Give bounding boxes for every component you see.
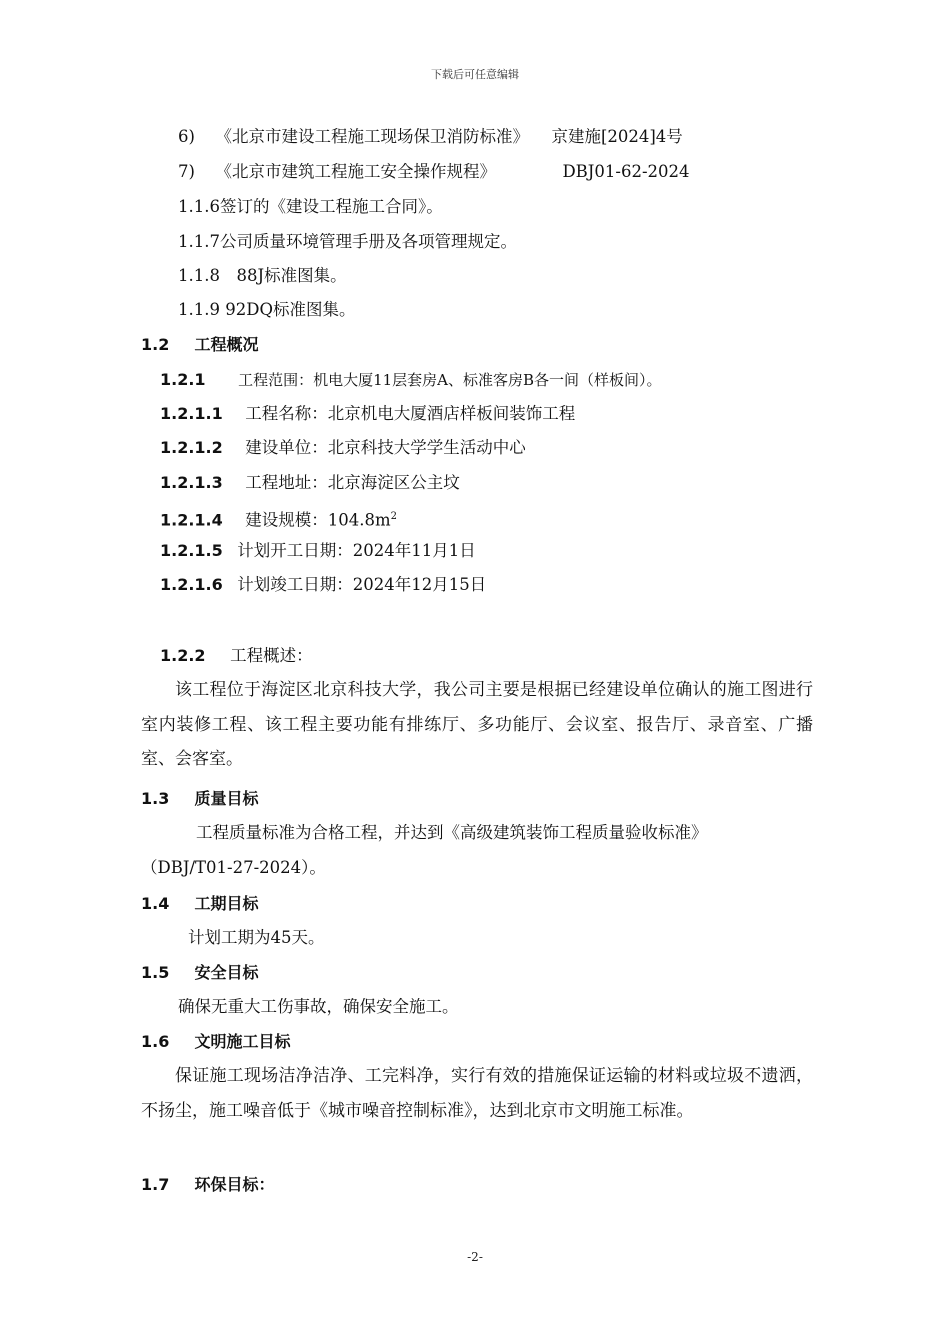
section-number: 1.4 bbox=[141, 894, 170, 913]
subsection-1-2-1 bbox=[160, 369, 662, 391]
detail-row bbox=[160, 472, 460, 494]
section-text: 工程范围：机电大厦11层套房A、标准客房B各一间（样板间）。 bbox=[238, 371, 662, 389]
detail-number: 1.2.1.4 bbox=[160, 510, 223, 530]
section-heading-1-7 bbox=[141, 1174, 275, 1196]
section-number: 1.2.1 bbox=[160, 370, 206, 389]
section-heading-1-5 bbox=[141, 962, 259, 984]
section-number: 1.7 bbox=[141, 1175, 170, 1194]
quality-text: 工程质量标准为合格工程，并达到《高级建筑装饰工程质量验收标准》 bbox=[196, 823, 708, 842]
detail-text: 建设单位：北京科技大学学生活动中心 bbox=[245, 438, 526, 457]
page-header: 下载后可任意编辑 bbox=[431, 68, 519, 81]
reference-title: 《北京市建设工程施工现场保卫消防标准》 bbox=[215, 127, 529, 146]
detail-text: 工程地址：北京海淀区公主坟 bbox=[245, 473, 460, 492]
subsection-1-2-2 bbox=[160, 645, 313, 667]
detail-number: 1.2.1.5 bbox=[160, 541, 223, 560]
section-number: 1.3 bbox=[141, 789, 170, 808]
civilized-construction-paragraph: 保证施工现场洁净洁净、工完料净，实行有效的措施保证运输的材料或垃圾不遗洒，不扬尘，施工噪音低于《城市噪音控制标准》，达到北京市文明施工标准。 bbox=[141, 1066, 813, 1121]
reference-6 bbox=[178, 126, 683, 148]
section-number: 1.5 bbox=[141, 963, 170, 982]
detail-text: 计划竣工日期：2024年12月15日 bbox=[237, 575, 487, 594]
detail-number: 1.2.1.3 bbox=[160, 473, 223, 492]
schedule-text: 计划工期为45天。 bbox=[188, 928, 325, 947]
reference-7 bbox=[178, 161, 690, 183]
detail-row bbox=[160, 540, 476, 562]
superscript: 2 bbox=[390, 511, 398, 522]
list-item: 1.1.8 88J标准图集。 bbox=[178, 266, 347, 285]
overview-paragraph: 该工程位于海淀区北京科技大学，我公司主要是根据已经建设单位确认的施工图进行室内装修工程、该工程主要功能有排练厅、多功能厅、会议室、报告厅、录音室、广播室、会客室。 bbox=[141, 680, 813, 769]
detail-text: 工程名称：北京机电大厦酒店样板间装饰工程 bbox=[245, 404, 576, 423]
detail-number: 1.2.1.1 bbox=[160, 404, 223, 423]
detail-row bbox=[160, 574, 486, 596]
section-heading-1-2 bbox=[141, 334, 259, 356]
section-heading-1-6 bbox=[141, 1031, 291, 1053]
reference-code: 京建施[2024]4号 bbox=[551, 127, 683, 146]
quality-standard-code: （DBJ/T01-27-2024）。 bbox=[141, 858, 326, 877]
section-title: 工程概述： bbox=[230, 646, 313, 665]
section-title: 工期目标 bbox=[194, 894, 259, 913]
detail-text: 建设规模：104.8m bbox=[245, 510, 391, 530]
section-number: 1.6 bbox=[141, 1032, 170, 1051]
section-heading-1-3 bbox=[141, 788, 259, 810]
section-heading-1-4 bbox=[141, 893, 259, 915]
list-item: 1.1.9 92DQ标准图集。 bbox=[178, 300, 356, 319]
reference-title: 《北京市建筑工程施工安全操作规程》 bbox=[215, 162, 496, 181]
section-title: 质量目标 bbox=[194, 789, 259, 808]
safety-text: 确保无重大工伤事故，确保安全施工。 bbox=[178, 997, 459, 1016]
detail-row bbox=[160, 403, 575, 425]
list-item: 1.1.6签订的《建设工程施工合同》。 bbox=[178, 197, 443, 216]
detail-row bbox=[160, 506, 397, 532]
section-title: 环保目标： bbox=[194, 1175, 275, 1194]
detail-number: 1.2.1.2 bbox=[160, 438, 223, 457]
detail-text: 计划开工日期：2024年11月1日 bbox=[237, 541, 476, 560]
section-title: 文明施工目标 bbox=[194, 1032, 291, 1051]
detail-row bbox=[160, 437, 526, 459]
page-number: -2- bbox=[467, 1250, 483, 1264]
section-number: 1.2 bbox=[141, 335, 170, 354]
reference-number: 7) bbox=[178, 162, 195, 181]
section-title: 工程概况 bbox=[194, 335, 259, 354]
reference-code: DBJ01-62-2024 bbox=[562, 162, 690, 181]
detail-number: 1.2.1.6 bbox=[160, 575, 223, 594]
reference-number: 6) bbox=[178, 127, 195, 146]
section-title: 安全目标 bbox=[194, 963, 259, 982]
section-number: 1.2.2 bbox=[160, 646, 206, 665]
list-item: 1.1.7公司质量环境管理手册及各项管理规定。 bbox=[178, 232, 517, 251]
